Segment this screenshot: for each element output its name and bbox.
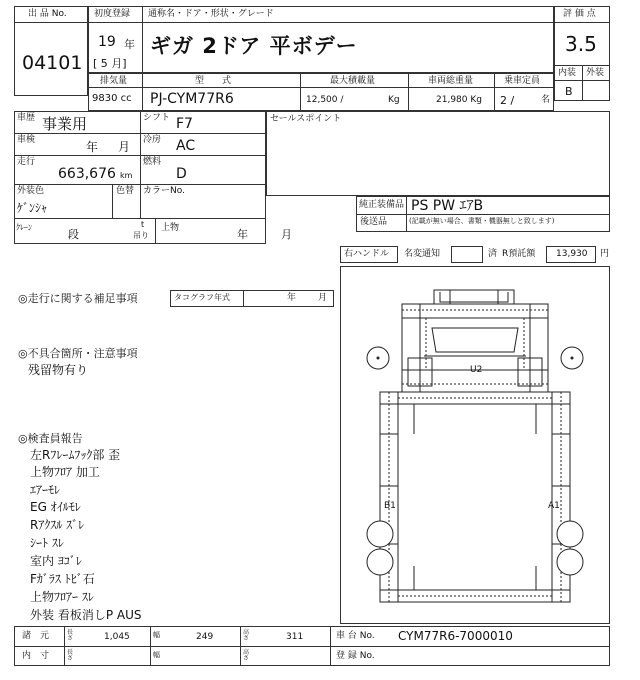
inspector-item: EG ｵｲﾙﾓﾚ (30, 500, 81, 514)
inspection-year: 年 (86, 140, 99, 154)
defects-label: ◎不具合箇所・注意事項 (18, 347, 138, 360)
max-load-unit: Kg (388, 95, 400, 105)
title-label: 通称名・ドア・形状・グレード (148, 9, 274, 19)
lot-number: 04101 (22, 52, 83, 74)
sales-point-label: セールスポイント (270, 114, 342, 124)
interior-label: 内装 (558, 68, 577, 78)
capacity-label: 乗車定員 (504, 76, 541, 86)
equipment-value: PS PW ｴｱB (411, 198, 484, 214)
height-value: 311 (286, 632, 304, 642)
name-change-label: 名変通知 (404, 249, 441, 259)
divider (14, 218, 266, 219)
inner-length-label: 長さ (67, 649, 74, 662)
ext-color-value: ｹﾞﾝｼｬ (17, 201, 48, 215)
length-label: 長さ (67, 629, 74, 642)
inner-width-label: 幅 (153, 651, 160, 659)
first-reg-label: 初度登録 (94, 9, 131, 19)
fuel-value: D (176, 166, 187, 182)
ac-label: 冷房 (143, 135, 162, 145)
max-load-value: 12,500 / (306, 95, 344, 105)
inspector-item: ｴｱｰﾓﾚ (30, 483, 61, 497)
recycle-unit: 円 (600, 249, 610, 259)
divider (330, 626, 331, 666)
capacity-unit: 名 (541, 95, 551, 105)
crane-stage: 段 (68, 228, 79, 241)
width-label: 幅 (153, 631, 160, 639)
right-handle: 右ハンドル (344, 249, 390, 259)
lot-label: 出 品 No. (28, 9, 67, 19)
inspector-item: 上物ﾌﾛｱｰ ｽﾚ (30, 590, 94, 604)
lift-year: 年 (237, 228, 248, 241)
ac-value: AC (176, 138, 196, 154)
lift-month: 月 (281, 228, 292, 241)
inspector-item: 室内 ﾖｺﾞﾚ (30, 554, 82, 568)
damage-mark-b1: B1 (384, 501, 396, 511)
crane-hang: 吊り (133, 231, 149, 240)
driving-notes-label: ◎走行に関する補足事項 (18, 292, 138, 305)
divider (88, 22, 554, 23)
dims-label: 諸 元 (22, 631, 50, 641)
divider (142, 6, 143, 73)
reg-year-unit: 年 (124, 38, 135, 51)
displacement-value: 9830 cc (92, 93, 132, 104)
lift-label: 上物 (161, 223, 180, 233)
grade-value: 3.5 (565, 32, 597, 56)
damage-mark-u2: U2 (470, 365, 483, 375)
divider (243, 290, 244, 307)
inspector-item: ｼｰﾄ ｽﾚ (30, 536, 64, 550)
divider (140, 111, 141, 184)
divider (155, 218, 156, 244)
inspector-label: ◎検査員報告 (18, 432, 83, 445)
reg-month: [ 5 月] (93, 57, 127, 70)
divider (240, 626, 241, 666)
inspector-item: 外装 看板消しP AUS (30, 608, 142, 622)
height-label: 高さ (243, 629, 250, 642)
history-value: 事業用 (42, 115, 88, 133)
max-load-label: 最大積載量 (330, 76, 376, 86)
inspection-label: 車検 (17, 135, 36, 145)
exterior-label: 外装 (586, 68, 605, 78)
aftermarket-label: 後送品 (360, 217, 388, 227)
shift-value: F7 (176, 116, 193, 132)
truck-diagram-drawing (340, 266, 610, 624)
grade-label: 評 価 点 (563, 9, 596, 19)
gross-weight-label: 車両総重量 (428, 76, 474, 86)
mileage-value: 663,676 (58, 166, 116, 182)
divider (140, 184, 141, 218)
capacity-value: 2 / (500, 94, 515, 107)
inspector-item: 左Rﾌﾚｰﾑﾌｯｸ部 歪 (30, 448, 121, 462)
divider (14, 22, 88, 23)
shift-label: シフト (143, 113, 171, 123)
color-change-label: 色替 (116, 186, 135, 196)
mileage-label: 走行 (17, 157, 36, 167)
reg-year: 19 (98, 34, 116, 50)
registration-label: 登 録 No. (336, 651, 375, 661)
aftermarket-note: (記載が無い場合、書類・機器無しと致します) (409, 217, 555, 225)
defect-item: 残留物有り (28, 363, 89, 377)
recycle-label: R預託額 (502, 249, 536, 259)
length-value: 1,045 (104, 632, 130, 642)
divider (408, 73, 409, 111)
equipment-label: 純正装備品 (359, 200, 405, 210)
divider (356, 214, 610, 215)
inner-dims-label: 内 寸 (22, 651, 50, 661)
divider (406, 196, 407, 232)
lot-box (14, 6, 88, 96)
divider (112, 184, 113, 218)
divider (554, 22, 610, 23)
gross-weight-value: 21,980 Kg (436, 95, 482, 105)
divider (300, 73, 301, 111)
divider (142, 73, 143, 111)
inner-height-label: 高さ (243, 649, 250, 662)
ext-color-label: 外装色 (17, 186, 45, 196)
divider (64, 626, 65, 666)
displacement-label: 排気量 (100, 76, 128, 86)
inspector-item: Fｶﾞﾗｽ ﾄﾋﾞ石 (30, 572, 95, 586)
recycle-amount: 13,930 (556, 249, 588, 259)
tacho-month: 月 (318, 293, 328, 303)
divider (582, 65, 583, 101)
mileage-unit: km (120, 171, 133, 180)
crane-t: t (141, 220, 145, 229)
name-change-box (451, 246, 483, 263)
divider (494, 73, 495, 111)
history-label: 車歴 (17, 113, 36, 123)
divider (150, 626, 151, 666)
recycle-mark: 済 (488, 249, 498, 259)
inspection-month: 月 (118, 140, 131, 154)
crane-label: ｸﾚｰﾝ (16, 223, 32, 232)
type-value: PJ-CYM77R6 (150, 91, 234, 107)
tacho-label: タコグラフ年式 (174, 293, 230, 302)
chassis-label: 車 台 No. (336, 631, 375, 641)
model-title: ギガ 2ドア 平ボデー (150, 34, 358, 58)
damage-mark-a1: A1 (548, 501, 560, 511)
divider (14, 646, 610, 647)
fuel-label: 燃料 (143, 157, 162, 167)
chassis-number: CYM77R6-7000010 (398, 629, 513, 643)
divider (88, 87, 554, 88)
interior-grade: B (565, 85, 573, 98)
width-value: 249 (196, 632, 214, 642)
type-label: 型 式 (195, 76, 232, 86)
inspector-item: 上物ﾌﾛｱ 加工 (30, 465, 100, 479)
tacho-year: 年 (287, 293, 297, 303)
color-no-label: カラーNo. (143, 186, 185, 196)
inspector-item: Rｱｸｽﾙ ｽﾞﾚ (30, 518, 85, 532)
